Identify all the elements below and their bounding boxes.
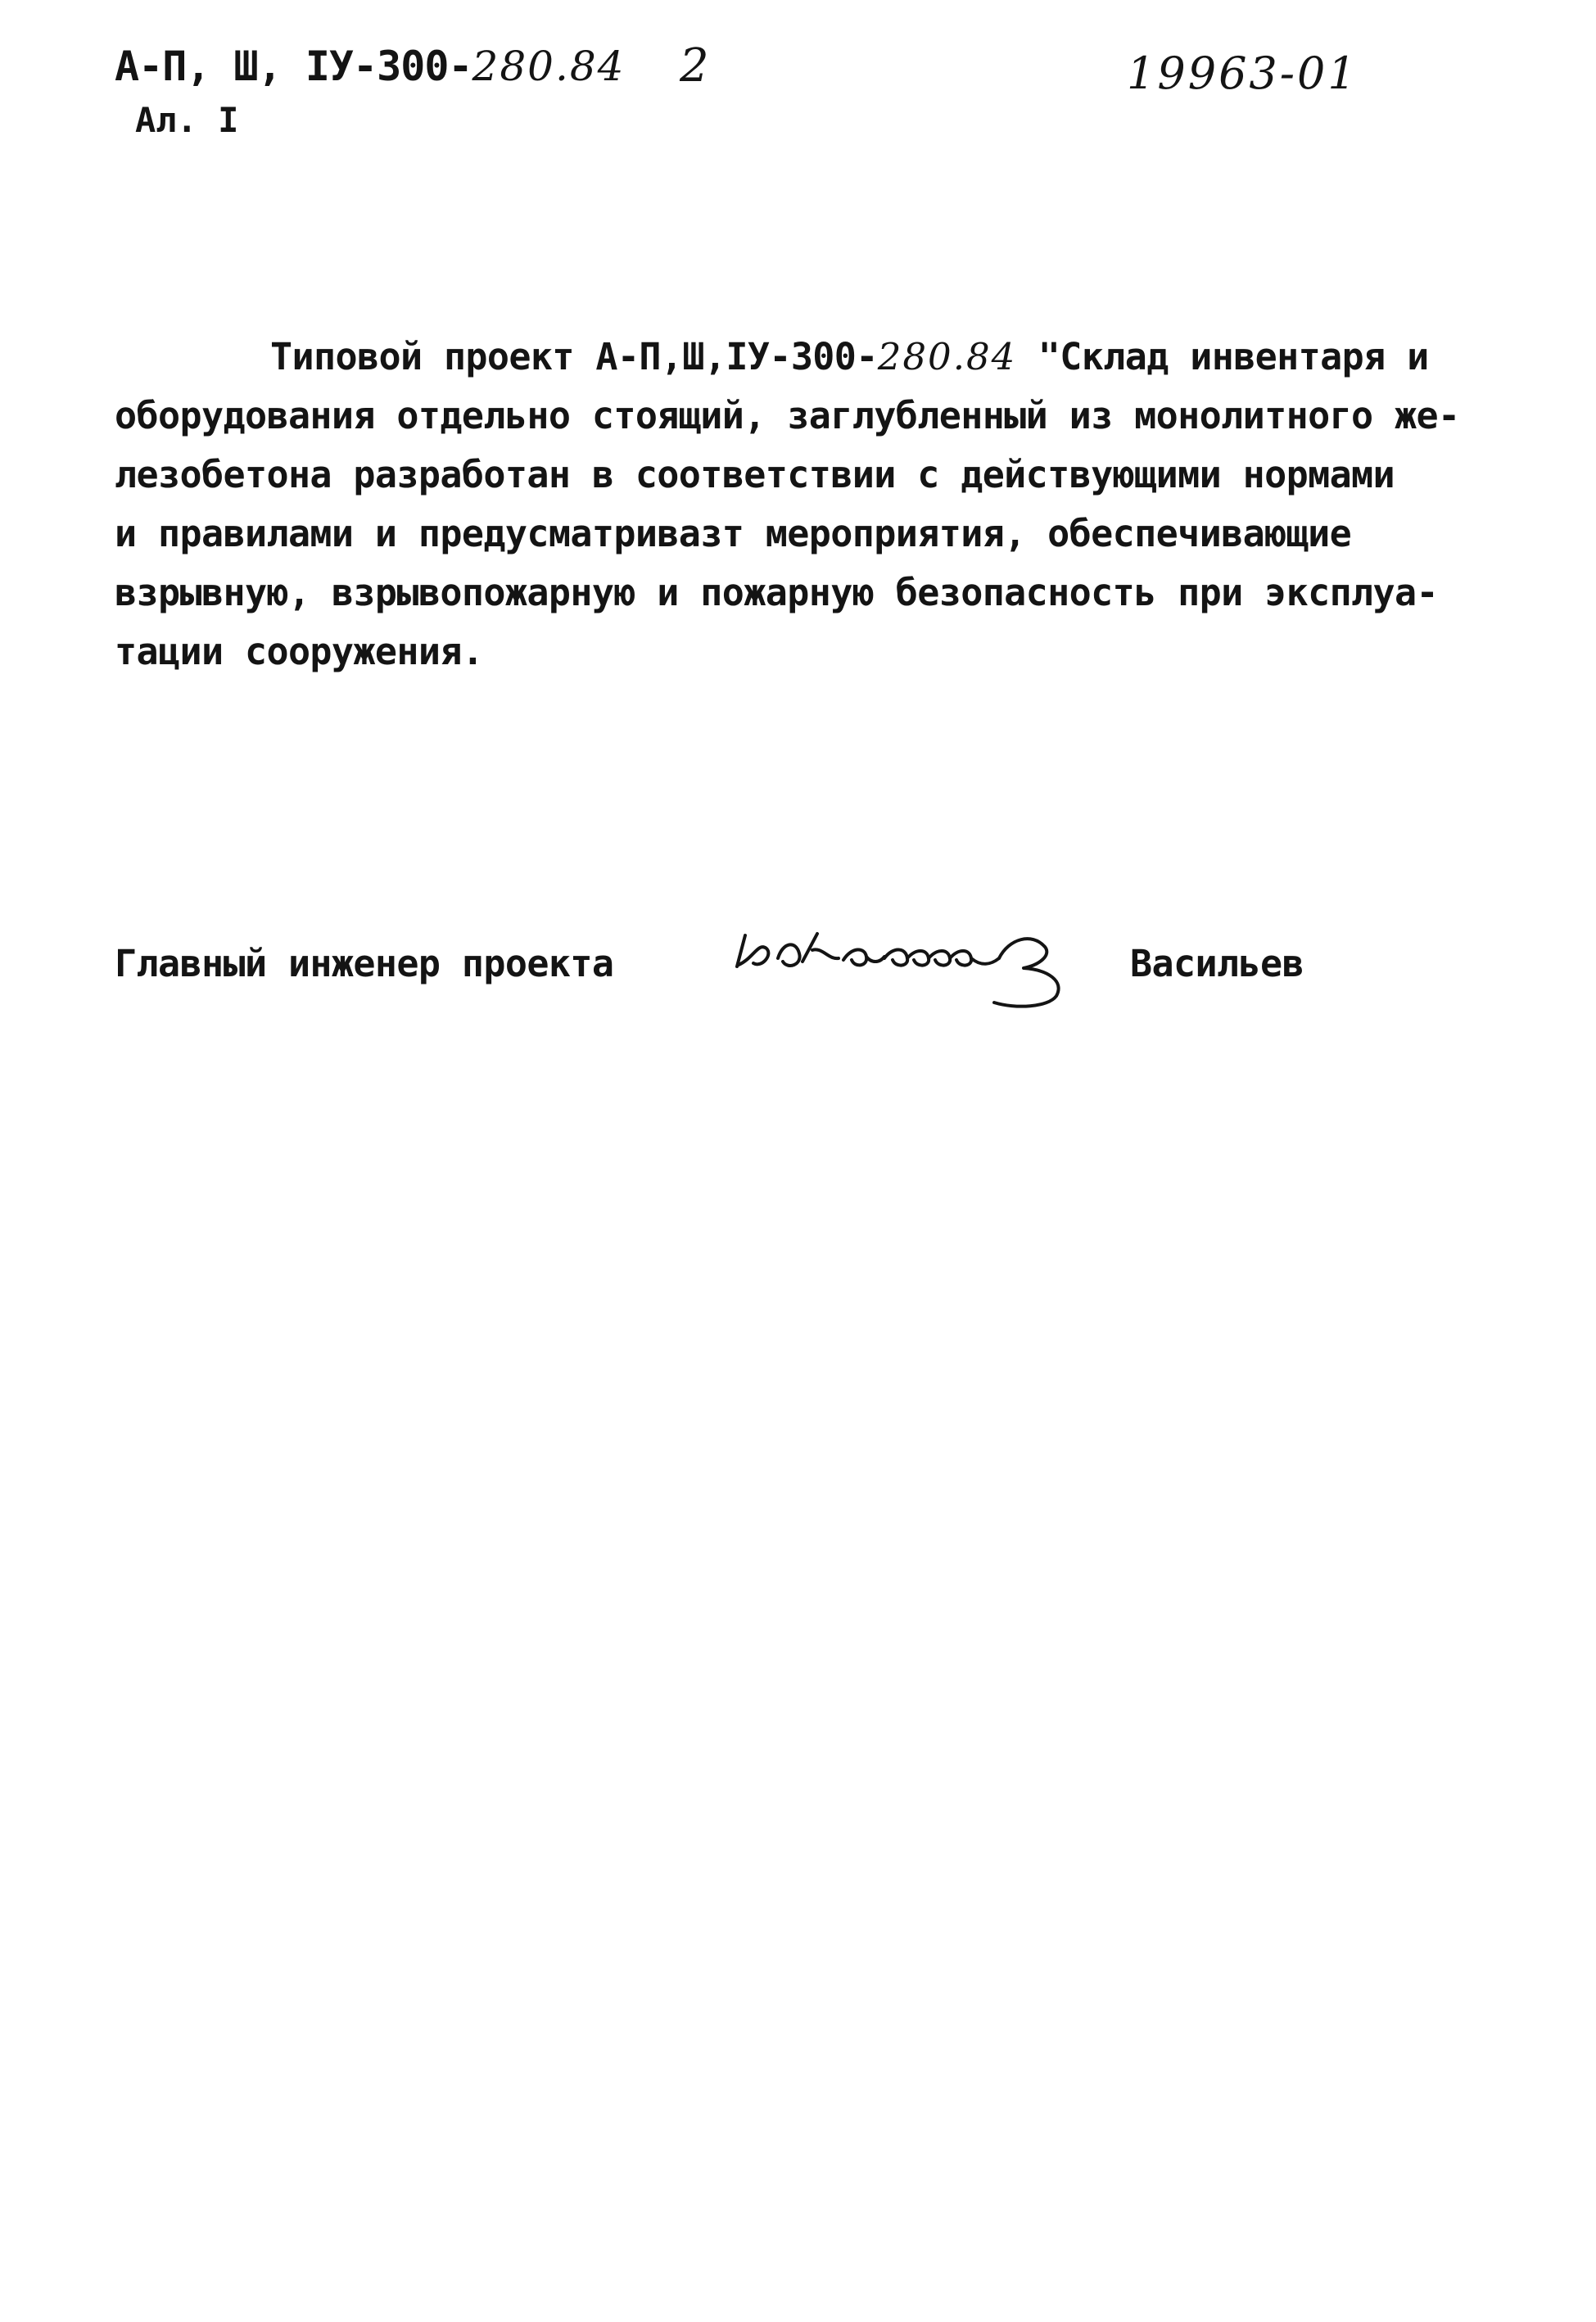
body-line: оборудования отдельно стоящий, заглубленный из монолитного же- (115, 394, 1460, 437)
album-number: Ал. I (135, 100, 239, 140)
handwritten-signature (721, 917, 1179, 1016)
body-line: взрывную, взрывопожарную и пожарную безопасность при эксплуа- (115, 571, 1439, 614)
project-code-handwritten: 280.84 (472, 43, 626, 90)
body-paragraph (115, 328, 1507, 681)
page-number: 2 (680, 39, 709, 93)
signatory-title: Главный инженер проекта (115, 942, 614, 985)
body-line: и правилами и предусматривазт мероприятия, обеспечивающие (115, 512, 1352, 555)
body-line-handwritten: 280.84 (877, 335, 1017, 378)
project-code (115, 43, 626, 90)
body-line-text: "Склад инвентаря и (1016, 335, 1429, 378)
signatory-name: Васильев (1130, 942, 1304, 985)
document-number: 19963-01 (1127, 48, 1359, 99)
body-line: тации сооружения. (115, 630, 484, 673)
body-line (115, 328, 1507, 387)
project-code-typed: А-П, Ш, IУ-300- (115, 43, 472, 90)
signature-block (115, 917, 1507, 1016)
body-line-text: Типовой проект А-П,Ш,IУ-300- (270, 335, 878, 378)
body-line: лезобетона разработан в соответствии с действующими нормами (115, 453, 1395, 496)
